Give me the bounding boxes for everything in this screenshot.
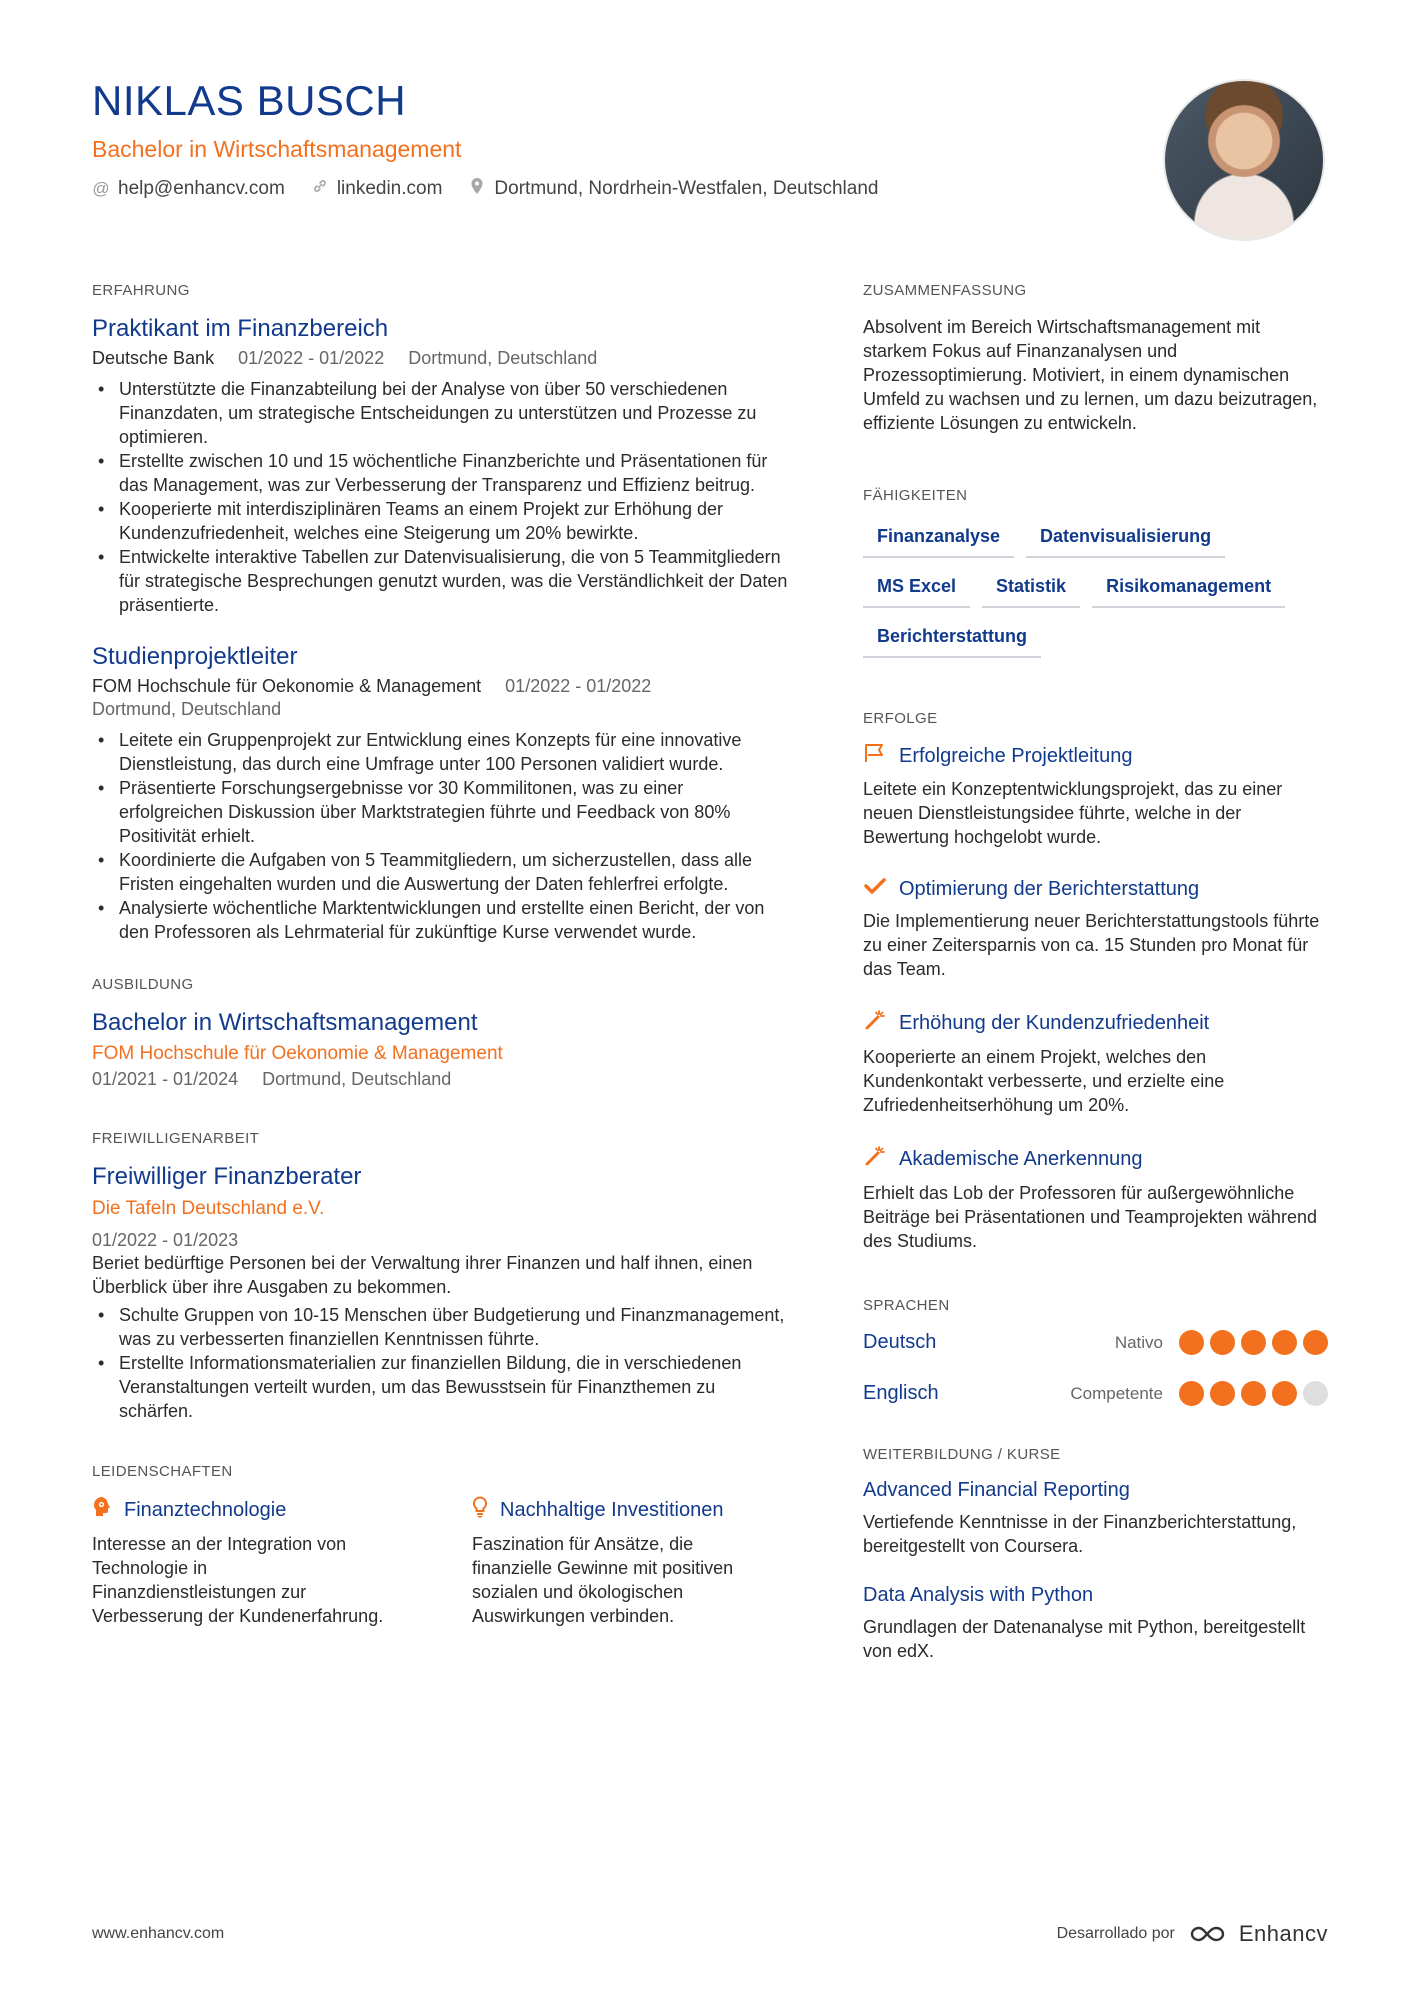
linkedin-text: linkedin.com [336,177,443,199]
language-level: Nativo [1114,1332,1163,1352]
language-proficiency [1070,1381,1328,1406]
brand-name: Enhancv [1238,1921,1328,1946]
contact-linkedin[interactable] [311,178,443,200]
company: Deutsche Bank [92,347,215,368]
course-title: Advanced Financial Reporting [863,1479,1130,1501]
volunteer-description: Beriet bedürftige Personen bei der Verwaltung ihrer Finanzen und half ihnen, einen Überblick über ihre Ausgaben zu bekommen. [92,1253,753,1298]
passion-header [472,1496,772,1524]
rating-dot-filled [1241,1330,1266,1355]
skill-tag: MS Excel [863,570,970,608]
candidate-name: NIKLAS BUSCH [92,77,407,124]
rating-dot-filled [1179,1330,1204,1355]
powered-by-text: Desarrollado por [1056,1925,1175,1942]
bullet-item: • Erstellte zwischen 10 und 15 wöchentliche Finanzberichte und Präsentationen für das Management, was zur Verbesserung der Transparenz und Effizienz beitrug. [92,449,792,497]
experience-entry [92,315,792,617]
achievement-title: Erfolgreiche Projektleitung [899,744,1133,767]
job-meta-location [92,699,792,720]
job-dates: 01/2022 - 01/2022 [238,347,385,368]
courses-section [863,1446,1328,1663]
education-location: Dortmund, Deutschland [262,1069,452,1090]
email-text: help@enhancv.com [118,177,285,199]
achievement-item [863,1009,1328,1117]
footer [92,1921,1328,1947]
bullet-item: • Leitete ein Gruppenprojekt zur Entwicklung eines Konzepts für eine innovative Dienstleistung, das durch eine Umfrage unter 100 Personen validiert wurde. [92,728,792,776]
contact-location [468,177,878,200]
achievement-title: Optimierung der Berichterstattung [899,877,1200,900]
job-bullets [92,728,792,944]
passions-list [92,1496,792,1628]
job-bullets [92,377,792,617]
summary-section [863,282,1328,435]
achievement-header [863,1145,1328,1173]
rating-dots [1179,1330,1328,1355]
section-title: ZUSAMMENFASSUNG [863,282,1027,299]
achievement-item [863,877,1328,981]
course-title: Data Analysis with Python [863,1584,1094,1606]
section-title: LEIDENSCHAFTEN [92,1463,233,1481]
section-title: AUSBILDUNG [92,975,194,993]
achievement-title: Erhöhung der Kundenzufriedenheit [899,1011,1210,1034]
education-dates: 01/2021 - 01/2024 [92,1069,239,1090]
passion-header [92,1496,392,1524]
education-meta [92,1069,792,1090]
achievement-header [863,877,1328,901]
education-section [92,976,792,1091]
right-column [863,282,1328,1703]
language-proficiency [1115,1330,1328,1355]
section-title: SPRACHEN [863,1297,950,1314]
profile-photo [1163,79,1325,241]
company: FOM Hochschule für Oekonomie & Management [92,675,482,696]
language-item [863,1330,1328,1355]
bullet-item: • Kooperierte mit interdisziplinären Teams an einem Projekt zur Erhöhung der Kundenzufriedenheit, welches eine Steigerung um 20% bewirkte. [92,497,792,545]
bullet-item: • Schulte Gruppen von 10-15 Menschen über Budgetierung und Finanzmanagement, was zu verbesserten finanziellen Kenntnissen führte. [92,1303,792,1351]
skill-tag: Finanzanalyse [863,520,1014,558]
lightbulb-icon [472,1496,488,1524]
section-title: ERFOLGE [863,710,938,727]
skills-list [863,520,1333,658]
achievement-header [863,1009,1328,1037]
volunteer-meta [92,1230,792,1251]
course-description: Vertiefende Kenntnisse in der Finanzberichterstattung, bereitgestellt von Coursera. [863,1512,1297,1556]
achievements-section [863,710,1328,1253]
section-title: WEITERBILDUNG / KURSE [863,1446,1061,1463]
bullet-item: • Präsentierte Forschungsergebnisse vor 30 Kommilitonen, was zu einer erfolgreichen Diskussion über Marktstrategien führte und Feedback von 80% Positivität erhielt. [92,776,792,848]
experience-entry [92,643,792,944]
school-name: FOM Hochschule für Oekonomie & Management [92,1043,503,1065]
language-item [863,1381,1328,1406]
contact-info [92,177,1132,200]
achievement-item [863,743,1328,849]
achievement-title: Akademische Anerkennung [899,1147,1143,1170]
course-item [863,1479,1328,1558]
passion-description: Interesse an der Integration von Technologie in Finanzdienstleistungen zur Verbesserung der Kundenerfahrung. [92,1534,384,1627]
skill-tag: Risikomanagement [1092,570,1285,608]
flag-icon [863,743,887,769]
rating-dot-filled [1303,1330,1328,1355]
achievement-header [863,743,1328,769]
bullet-item: • Unterstützte die Finanzabteilung bei der Analyse von über 50 verschiedenen Finanzdaten, um strategische Entscheidungen zu unterstützen und Prozesse zu optimieren. [92,377,792,449]
volunteer-bullets [92,1303,792,1423]
job-meta [92,348,792,369]
skill-tag: Statistik [982,570,1080,608]
left-column [92,282,792,1668]
section-title: ERFAHRUNG [92,282,190,299]
rating-dot-empty [1303,1381,1328,1406]
rating-dot-filled [1272,1381,1297,1406]
language-name: Deutsch [863,1331,937,1353]
passion-description: Faszination für Ansätze, die finanzielle Gewinne mit positiven sozialen und ökologischen Auswirkungen verbinden. [472,1534,734,1627]
course-item [863,1584,1328,1663]
location-pin-icon [468,177,486,200]
job-title: Praktikant im Finanzbereich [92,315,389,342]
passions-section [92,1463,792,1628]
location-text: Dortmund, Nordrhein-Westfalen, Deutschland [494,177,879,199]
bullet-item: • Koordinierte die Aufgaben von 5 Teammitgliedern, um sicherzustellen, dass alle Fristen eingehalten wurden und die Auswertung der Daten fehlerfrei erfolgte. [92,848,792,896]
achievement-description: Die Implementierung neuer Berichterstattungstools führte zu einer Zeitersparnis von ca. 15 Stunden pro Monat für das Team. [863,911,1320,979]
achievement-description: Erhielt das Lob der Professoren für außergewöhnliche Beiträge bei Präsentationen und Teamprojekten während des Studiums. [863,1183,1317,1251]
infinity-logo-icon [1187,1922,1231,1946]
rating-dot-filled [1210,1381,1235,1406]
course-description: Grundlagen der Datenanalyse mit Python, bereitgestellt von edX. [863,1617,1306,1661]
job-dates: 01/2022 - 01/2022 [505,675,652,696]
language-name: Englisch [863,1382,939,1404]
achievement-description: Kooperierte an einem Projekt, welches den Kundenkontakt verbesserte, und erzielte eine Zufriedenheitserhöhung um 20%. [863,1047,1225,1115]
candidate-headline: Bachelor in Wirtschaftsmanagement [92,136,462,163]
header [92,78,1132,200]
at-icon: @ [92,178,110,198]
skill-tag: Berichterstattung [863,620,1041,658]
job-meta [92,676,792,697]
achievement-description: Leitete ein Konzeptentwicklungsprojekt, das zu einer neuen Dienstleistungsidee führte, welche in der Bewertung hochgelobt wurde. [863,779,1283,847]
passion-item [472,1496,772,1628]
rating-dot-filled [1179,1381,1204,1406]
rating-dot-filled [1272,1330,1297,1355]
skill-tag: Datenvisualisierung [1026,520,1225,558]
skills-section [863,487,1328,658]
brand-logo[interactable] [1187,1921,1328,1947]
language-level: Competente [1070,1383,1163,1403]
passion-title: Nachhaltige Investitionen [500,1498,724,1521]
volunteer-org: Die Tafeln Deutschland e.V. [92,1198,325,1220]
job-title: Studienprojektleiter [92,642,298,670]
magic-wand-icon [863,1009,887,1037]
contact-email[interactable] [92,178,285,200]
passion-item [92,1496,392,1628]
bullet-item: • Entwickelte interaktive Tabellen zur Datenvisualisierung, die von 5 Teammitgliedern für strategische Besprechungen genutzt wurden, was die Verständlichkeit der Daten präsentierte. [92,545,792,617]
languages-section [863,1297,1328,1406]
achievement-item [863,1145,1328,1253]
volunteer-dates: 01/2022 - 01/2023 [92,1230,239,1251]
link-icon [311,178,329,199]
volunteer-role: Freiwilliger Finanzberater [92,1163,362,1191]
bullet-item: • Analysierte wöchentliche Marktentwicklungen und erstellte einen Bericht, der von den Professoren als Lehrmaterial für zukünftige Kurse verwendet wurde. [92,896,792,944]
rating-dots [1179,1381,1328,1406]
degree-title: Bachelor in Wirtschaftsmanagement [92,1008,478,1036]
magic-wand-icon [863,1145,887,1173]
job-location: Dortmund, Deutschland [408,347,598,368]
passion-title: Finanztechnologie [124,1498,287,1521]
head-gear-icon [92,1496,112,1524]
footer-website[interactable]: www.enhancv.com [92,1925,225,1942]
section-title: FÄHIGKEITEN [863,487,968,504]
checkmark-icon [863,877,887,901]
footer-branding [1057,1921,1328,1947]
rating-dot-filled [1210,1330,1235,1355]
job-location: Dortmund, Deutschland [92,698,282,719]
volunteer-section [92,1130,792,1423]
rating-dot-filled [1241,1381,1266,1406]
summary-text: Absolvent im Bereich Wirtschaftsmanagement mit starkem Fokus auf Finanzanalysen und Prozessoptimierung. Motiviert, in einem dynamischen Umfeld zu wachsen und zu lernen, um dazu beizutragen, effiziente Lösungen zu entwickeln. [863,317,1318,433]
bullet-item: • Erstellte Informationsmaterialien zur finanziellen Bildung, die in verschiedenen Veranstaltungen verteilt wurden, um das Bewusstsein für Finanzthemen zu schärfen. [92,1351,792,1423]
experience-section [92,282,792,944]
section-title: FREIWILLIGENARBEIT [92,1130,260,1148]
